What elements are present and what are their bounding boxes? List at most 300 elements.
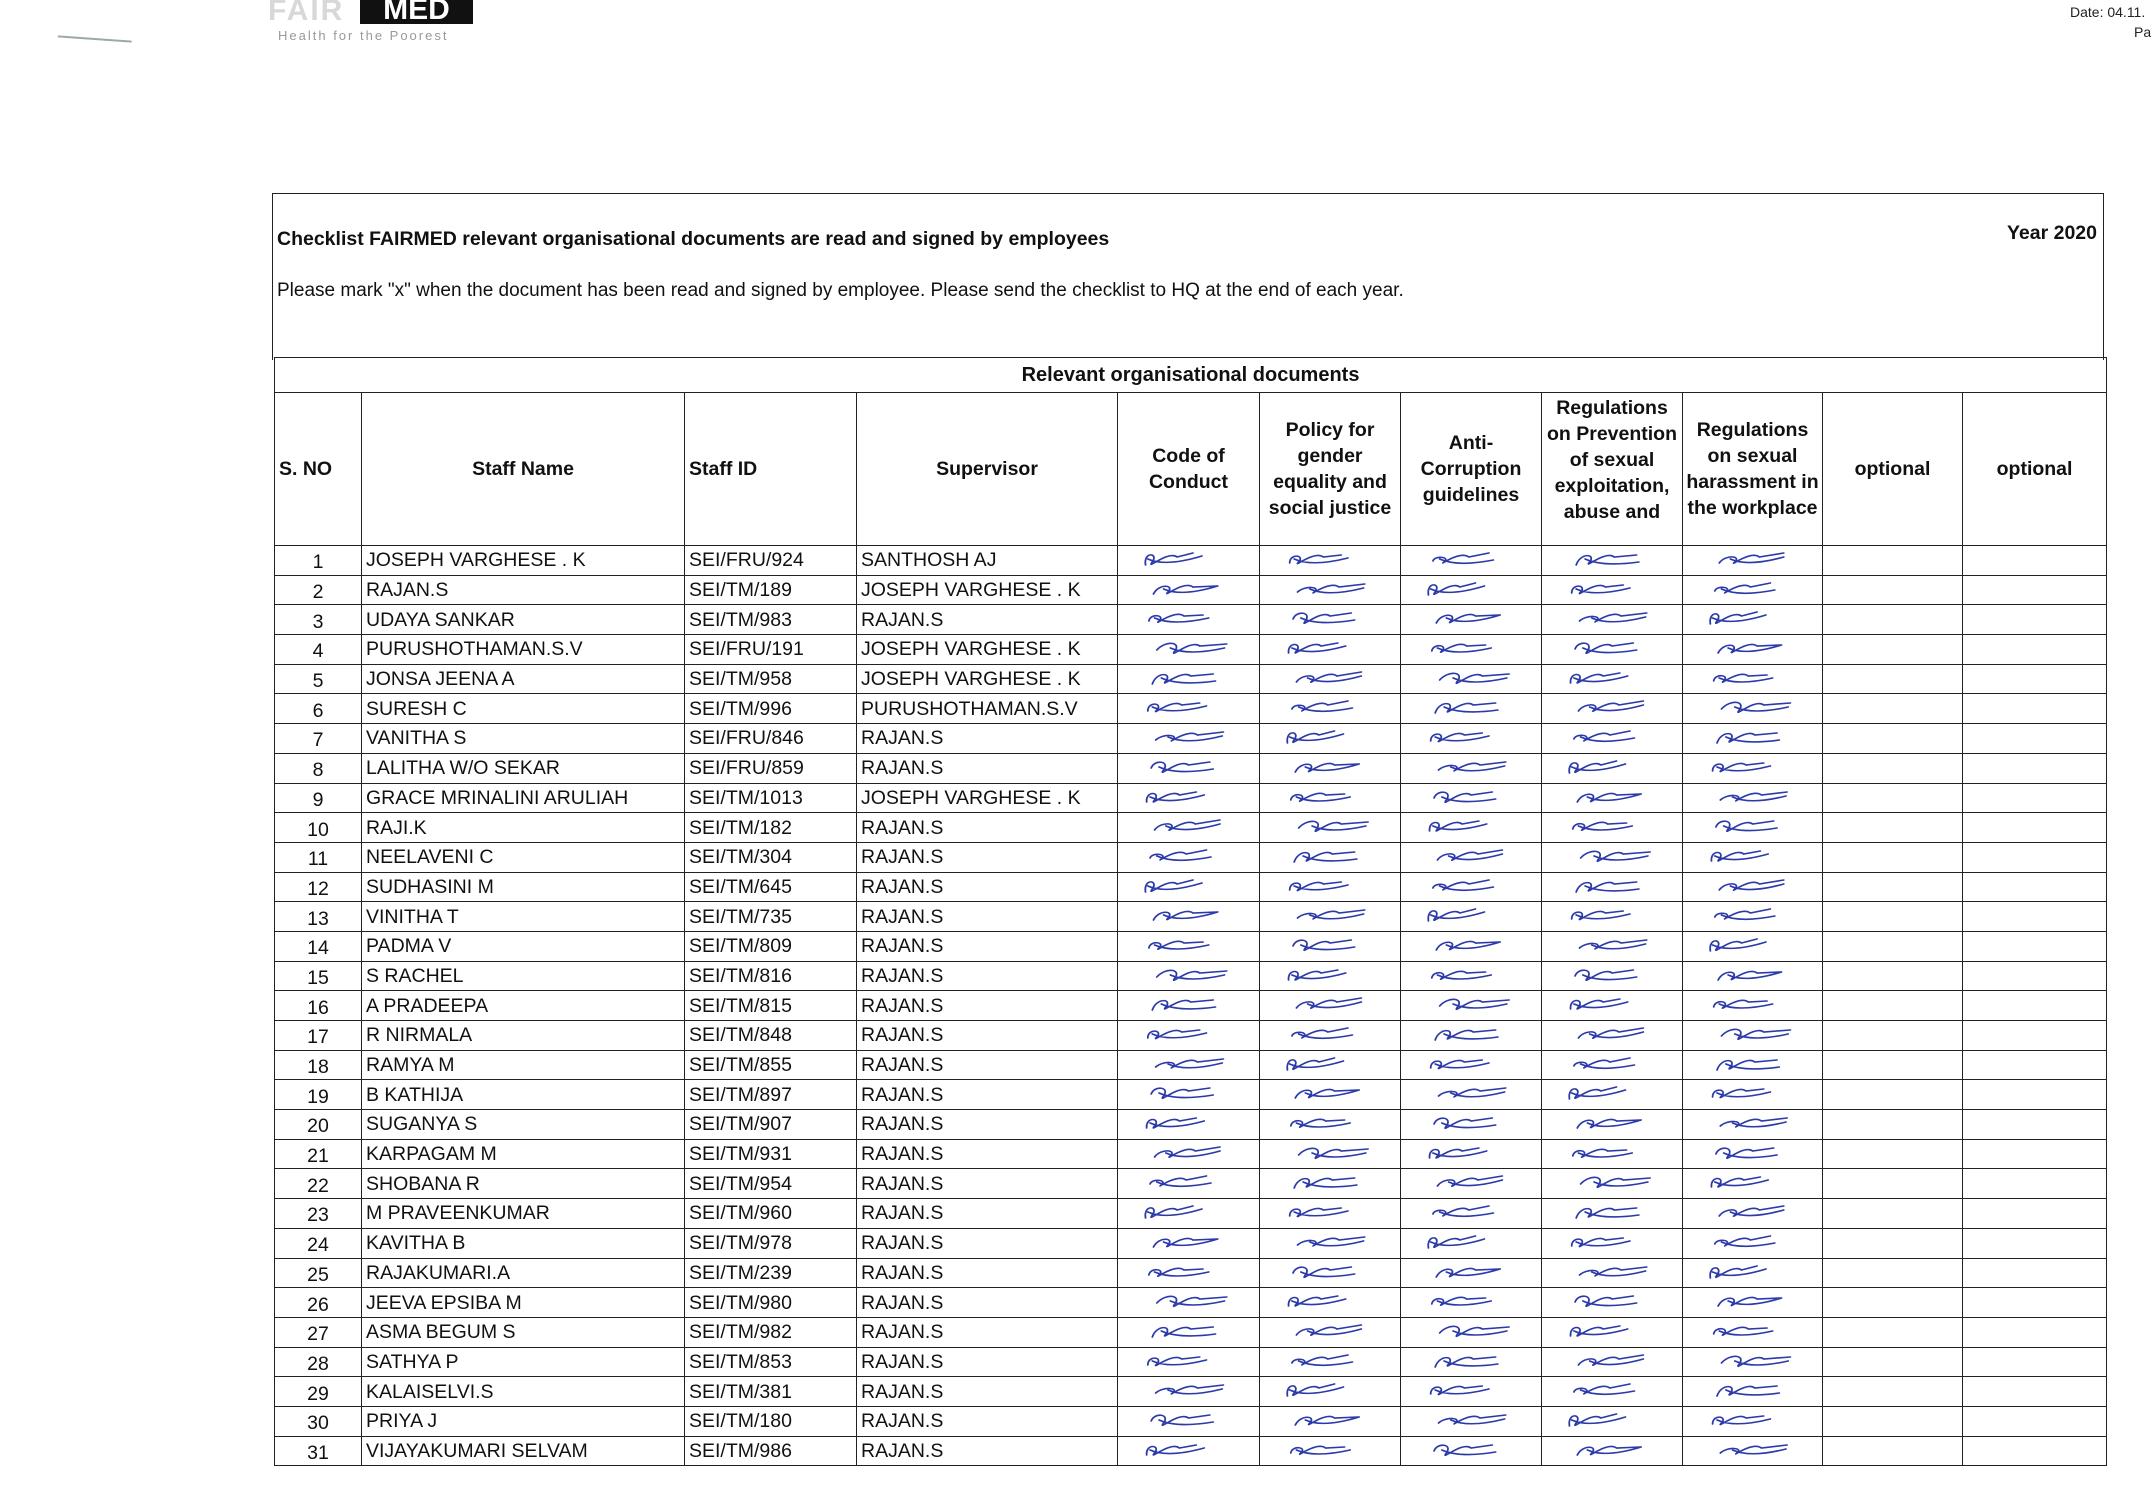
row-optional-2-cell <box>1963 1406 2107 1436</box>
signature-cell-policy-gender <box>1260 1228 1401 1258</box>
row-staff-id: SEI/TM/960 <box>685 1199 857 1229</box>
signature-cell-regulations-prevention <box>1542 1021 1683 1051</box>
row-supervisor: RAJAN.S <box>857 605 1118 635</box>
row-optional-1-cell <box>1823 1436 1963 1466</box>
signature-cell-anti-corruption <box>1401 1228 1542 1258</box>
handwritten-signature <box>1415 1052 1527 1074</box>
signature-cell-policy-gender <box>1260 664 1401 694</box>
table-row <box>275 991 2107 1021</box>
handwritten-signature <box>1697 903 1808 925</box>
handwritten-signature <box>1415 1170 1527 1192</box>
handwritten-signature <box>1274 1349 1386 1371</box>
row-staff-name: PURUSHOTHAMAN.S.V <box>362 635 685 665</box>
row-sno: 1 <box>275 546 362 576</box>
signature-cell-regulations-harassment <box>1683 546 1823 576</box>
handwritten-signature <box>1274 785 1386 807</box>
signature-cell-policy-gender <box>1260 1406 1401 1436</box>
handwritten-signature <box>1415 992 1527 1014</box>
signature-cell-policy-gender <box>1260 813 1401 843</box>
signature-cell-anti-corruption <box>1401 605 1542 635</box>
row-supervisor: RAJAN.S <box>857 813 1118 843</box>
signature-cell-code-of-conduct <box>1118 1021 1260 1051</box>
row-sno: 15 <box>275 961 362 991</box>
row-staff-id: SEI/TM/816 <box>685 961 857 991</box>
signature-cell-anti-corruption <box>1401 1377 1542 1407</box>
signature-cell-anti-corruption <box>1401 991 1542 1021</box>
signature-cell-code-of-conduct <box>1118 1288 1260 1318</box>
row-supervisor: RAJAN.S <box>857 1080 1118 1110</box>
table-row <box>275 753 2107 783</box>
row-optional-1-cell <box>1823 1377 1963 1407</box>
row-staff-name: KALAISELVI.S <box>362 1377 685 1407</box>
table-row <box>275 575 2107 605</box>
handwritten-signature <box>1556 755 1668 777</box>
signature-cell-policy-gender <box>1260 1317 1401 1347</box>
row-sno: 31 <box>275 1436 362 1466</box>
row-sno: 9 <box>275 783 362 813</box>
row-supervisor: RAJAN.S <box>857 842 1118 872</box>
row-staff-name: B KATHIJA <box>362 1080 685 1110</box>
row-sno: 11 <box>275 842 362 872</box>
row-staff-id: SEI/TM/182 <box>685 813 857 843</box>
row-optional-1-cell <box>1823 783 1963 813</box>
handwritten-signature <box>1274 844 1386 866</box>
row-supervisor: RAJAN.S <box>857 1258 1118 1288</box>
signature-cell-policy-gender <box>1260 991 1401 1021</box>
signature-cell-anti-corruption <box>1401 813 1542 843</box>
row-optional-1-cell <box>1823 1406 1963 1436</box>
row-optional-2-cell <box>1963 902 2107 932</box>
signature-cell-regulations-prevention <box>1542 1258 1683 1288</box>
signature-cell-policy-gender <box>1260 872 1401 902</box>
handwritten-signature <box>1132 933 1245 955</box>
signature-cell-regulations-prevention <box>1542 1377 1683 1407</box>
handwritten-signature <box>1132 1170 1245 1192</box>
signature-cell-anti-corruption <box>1401 1436 1542 1466</box>
row-optional-2-cell <box>1963 1288 2107 1318</box>
row-optional-2-cell <box>1963 546 2107 576</box>
signature-cell-policy-gender <box>1260 724 1401 754</box>
signature-cell-regulations-harassment <box>1683 694 1823 724</box>
handwritten-signature <box>1556 1438 1668 1460</box>
handwritten-signature <box>1415 1200 1527 1222</box>
signature-cell-policy-gender <box>1260 546 1401 576</box>
signature-cell-anti-corruption <box>1401 961 1542 991</box>
handwritten-signature <box>1697 695 1808 717</box>
signature-cell-regulations-harassment <box>1683 605 1823 635</box>
signature-cell-anti-corruption <box>1401 1021 1542 1051</box>
row-staff-id: SEI/TM/897 <box>685 1080 857 1110</box>
row-sno: 16 <box>275 991 362 1021</box>
signature-cell-code-of-conduct <box>1118 902 1260 932</box>
row-sno: 12 <box>275 872 362 902</box>
table-row <box>275 902 2107 932</box>
signature-cell-regulations-harassment <box>1683 1377 1823 1407</box>
signature-cell-anti-corruption <box>1401 931 1542 961</box>
row-staff-id: SEI/TM/980 <box>685 1288 857 1318</box>
row-optional-1-cell <box>1823 1110 1963 1140</box>
scan-artifact-line <box>58 27 133 42</box>
row-supervisor: RAJAN.S <box>857 1406 1118 1436</box>
handwritten-signature <box>1556 903 1668 925</box>
signature-cell-code-of-conduct <box>1118 635 1260 665</box>
signature-cell-regulations-prevention <box>1542 546 1683 576</box>
signature-cell-policy-gender <box>1260 1050 1401 1080</box>
signature-cell-regulations-prevention <box>1542 1406 1683 1436</box>
signature-cell-regulations-harassment <box>1683 1021 1823 1051</box>
signature-cell-regulations-harassment <box>1683 1228 1823 1258</box>
handwritten-signature <box>1132 844 1245 866</box>
row-sno: 24 <box>275 1228 362 1258</box>
handwritten-signature <box>1697 785 1808 807</box>
handwritten-signature <box>1132 903 1245 925</box>
handwritten-signature <box>1132 695 1245 717</box>
row-staff-id: SEI/TM/735 <box>685 902 857 932</box>
handwritten-signature <box>1556 1408 1668 1430</box>
handwritten-signature <box>1556 992 1668 1014</box>
row-optional-2-cell <box>1963 1347 2107 1377</box>
signature-cell-regulations-prevention <box>1542 753 1683 783</box>
signature-cell-regulations-harassment <box>1683 813 1823 843</box>
handwritten-signature <box>1697 606 1808 628</box>
row-optional-1-cell <box>1823 635 1963 665</box>
handwritten-signature <box>1556 814 1668 836</box>
row-staff-name: KARPAGAM M <box>362 1139 685 1169</box>
row-optional-1-cell <box>1823 1288 1963 1318</box>
signature-cell-code-of-conduct <box>1118 546 1260 576</box>
signature-cell-regulations-prevention <box>1542 872 1683 902</box>
row-optional-1-cell <box>1823 724 1963 754</box>
row-optional-2-cell <box>1963 1139 2107 1169</box>
col-staff-name: Staff Name <box>362 393 685 546</box>
form-title: Checklist FAIRMED relevant organisational documents are read and signed by employees <box>277 228 1110 250</box>
row-staff-name: A PRADEEPA <box>362 991 685 1021</box>
row-staff-id: SEI/TM/304 <box>685 842 857 872</box>
signature-cell-regulations-harassment <box>1683 1288 1823 1318</box>
handwritten-signature <box>1697 1378 1808 1400</box>
signature-cell-regulations-prevention <box>1542 783 1683 813</box>
handwritten-signature <box>1697 963 1808 985</box>
signature-cell-regulations-harassment <box>1683 1347 1823 1377</box>
signature-cell-policy-gender <box>1260 1021 1401 1051</box>
row-staff-name: R NIRMALA <box>362 1021 685 1051</box>
signature-cell-anti-corruption <box>1401 694 1542 724</box>
signature-cell-policy-gender <box>1260 605 1401 635</box>
row-staff-id: SEI/TM/986 <box>685 1436 857 1466</box>
handwritten-signature <box>1132 1081 1245 1103</box>
row-staff-id: SEI/FRU/846 <box>685 724 857 754</box>
handwritten-signature <box>1274 755 1386 777</box>
row-staff-id: SEI/TM/180 <box>685 1406 857 1436</box>
signature-cell-regulations-harassment <box>1683 1199 1823 1229</box>
row-sno: 26 <box>275 1288 362 1318</box>
col-code-of-conduct: Code of Conduct <box>1118 393 1260 546</box>
row-optional-2-cell <box>1963 664 2107 694</box>
row-sno: 3 <box>275 605 362 635</box>
handwritten-signature <box>1132 606 1245 628</box>
signature-cell-anti-corruption <box>1401 1317 1542 1347</box>
col-regulations-harassment: Regulations on sexual harassment in the workplace <box>1683 393 1823 546</box>
table-row <box>275 1258 2107 1288</box>
table-row <box>275 1288 2107 1318</box>
handwritten-signature <box>1415 933 1527 955</box>
handwritten-signature <box>1274 606 1386 628</box>
table-row <box>275 694 2107 724</box>
row-sno: 10 <box>275 813 362 843</box>
signature-cell-policy-gender <box>1260 961 1401 991</box>
row-staff-name: M PRAVEENKUMAR <box>362 1199 685 1229</box>
handwritten-signature <box>1556 606 1668 628</box>
signature-cell-anti-corruption <box>1401 753 1542 783</box>
signature-cell-regulations-harassment <box>1683 991 1823 1021</box>
row-supervisor: SANTHOSH AJ <box>857 546 1118 576</box>
signature-cell-regulations-prevention <box>1542 1347 1683 1377</box>
signature-cell-code-of-conduct <box>1118 813 1260 843</box>
row-staff-id: SEI/FRU/859 <box>685 753 857 783</box>
row-optional-2-cell <box>1963 1317 2107 1347</box>
handwritten-signature <box>1132 874 1245 896</box>
col-supervisor: Supervisor <box>857 393 1118 546</box>
row-sno: 25 <box>275 1258 362 1288</box>
row-staff-name: UDAYA SANKAR <box>362 605 685 635</box>
handwritten-signature <box>1415 814 1527 836</box>
row-optional-1-cell <box>1823 1169 1963 1199</box>
signature-cell-regulations-harassment <box>1683 872 1823 902</box>
row-optional-1-cell <box>1823 1139 1963 1169</box>
signature-cell-policy-gender <box>1260 1169 1401 1199</box>
row-optional-2-cell <box>1963 635 2107 665</box>
signature-cell-policy-gender <box>1260 694 1401 724</box>
signature-cell-anti-corruption <box>1401 842 1542 872</box>
signature-cell-code-of-conduct <box>1118 961 1260 991</box>
row-staff-name: RAJAKUMARI.A <box>362 1258 685 1288</box>
signature-cell-policy-gender <box>1260 931 1401 961</box>
table-row <box>275 1317 2107 1347</box>
signature-cell-regulations-harassment <box>1683 1080 1823 1110</box>
handwritten-signature <box>1274 1230 1386 1252</box>
signature-cell-regulations-prevention <box>1542 1228 1683 1258</box>
handwritten-signature <box>1132 636 1245 658</box>
row-supervisor: RAJAN.S <box>857 724 1118 754</box>
signature-cell-regulations-harassment <box>1683 575 1823 605</box>
signature-cell-regulations-prevention <box>1542 575 1683 605</box>
handwritten-signature <box>1274 1052 1386 1074</box>
handwritten-signature <box>1132 1141 1245 1163</box>
row-optional-2-cell <box>1963 1377 2107 1407</box>
row-optional-1-cell <box>1823 961 1963 991</box>
handwritten-signature <box>1697 547 1808 569</box>
row-sno: 30 <box>275 1406 362 1436</box>
handwritten-signature <box>1274 1289 1386 1311</box>
row-staff-id: SEI/TM/1013 <box>685 783 857 813</box>
row-sno: 23 <box>275 1199 362 1229</box>
form-year: Year 2020 <box>2006 222 2097 244</box>
table-row <box>275 872 2107 902</box>
signature-cell-regulations-prevention <box>1542 1080 1683 1110</box>
row-staff-name: S RACHEL <box>362 961 685 991</box>
signature-cell-code-of-conduct <box>1118 1050 1260 1080</box>
signature-cell-policy-gender <box>1260 902 1401 932</box>
row-optional-1-cell <box>1823 842 1963 872</box>
handwritten-signature <box>1697 933 1808 955</box>
handwritten-signature <box>1274 1408 1386 1430</box>
row-supervisor: RAJAN.S <box>857 1347 1118 1377</box>
row-optional-1-cell <box>1823 872 1963 902</box>
row-staff-name: SUGANYA S <box>362 1110 685 1140</box>
signature-cell-regulations-harassment <box>1683 961 1823 991</box>
handwritten-signature <box>1556 1378 1668 1400</box>
handwritten-signature <box>1274 874 1386 896</box>
row-staff-id: SEI/TM/982 <box>685 1317 857 1347</box>
table-row <box>275 1377 2107 1407</box>
handwritten-signature <box>1274 1170 1386 1192</box>
signature-cell-regulations-harassment <box>1683 724 1823 754</box>
table-row <box>275 1347 2107 1377</box>
row-sno: 28 <box>275 1347 362 1377</box>
signature-cell-regulations-prevention <box>1542 902 1683 932</box>
row-staff-id: SEI/TM/815 <box>685 991 857 1021</box>
handwritten-signature <box>1697 1289 1808 1311</box>
signature-cell-anti-corruption <box>1401 635 1542 665</box>
row-supervisor: RAJAN.S <box>857 1377 1118 1407</box>
handwritten-signature <box>1415 1260 1527 1282</box>
signature-cell-regulations-harassment <box>1683 783 1823 813</box>
row-optional-2-cell <box>1963 753 2107 783</box>
signature-cell-anti-corruption <box>1401 1139 1542 1169</box>
handwritten-signature <box>1556 636 1668 658</box>
row-optional-1-cell <box>1823 1080 1963 1110</box>
row-supervisor: RAJAN.S <box>857 991 1118 1021</box>
signature-cell-regulations-prevention <box>1542 1199 1683 1229</box>
handwritten-signature <box>1132 1408 1245 1430</box>
handwritten-signature <box>1556 547 1668 569</box>
handwritten-signature <box>1697 1052 1808 1074</box>
signature-cell-anti-corruption <box>1401 1406 1542 1436</box>
handwritten-signature <box>1697 577 1808 599</box>
row-staff-id: SEI/TM/239 <box>685 1258 857 1288</box>
row-supervisor: PURUSHOTHAMAN.S.V <box>857 694 1118 724</box>
handwritten-signature <box>1274 577 1386 599</box>
row-sno: 7 <box>275 724 362 754</box>
signature-cell-regulations-prevention <box>1542 664 1683 694</box>
handwritten-signature <box>1697 1081 1808 1103</box>
handwritten-signature <box>1415 785 1527 807</box>
signature-cell-regulations-prevention <box>1542 1050 1683 1080</box>
handwritten-signature <box>1274 1260 1386 1282</box>
row-staff-name: JEEVA EPSIBA M <box>362 1288 685 1318</box>
signature-cell-policy-gender <box>1260 1080 1401 1110</box>
signature-cell-code-of-conduct <box>1118 1258 1260 1288</box>
signature-cell-anti-corruption <box>1401 1288 1542 1318</box>
row-sno: 17 <box>275 1021 362 1051</box>
row-staff-name: LALITHA W/O SEKAR <box>362 753 685 783</box>
signature-cell-regulations-harassment <box>1683 1436 1823 1466</box>
row-optional-1-cell <box>1823 902 1963 932</box>
handwritten-signature <box>1697 992 1808 1014</box>
handwritten-signature <box>1132 1289 1245 1311</box>
row-optional-1-cell <box>1823 546 1963 576</box>
row-supervisor: RAJAN.S <box>857 931 1118 961</box>
table-row <box>275 783 2107 813</box>
row-supervisor: RAJAN.S <box>857 872 1118 902</box>
row-staff-id: SEI/TM/848 <box>685 1021 857 1051</box>
handwritten-signature <box>1697 1260 1808 1282</box>
handwritten-signature <box>1132 785 1245 807</box>
signature-cell-regulations-prevention <box>1542 724 1683 754</box>
handwritten-signature <box>1415 1111 1527 1133</box>
handwritten-signature <box>1274 963 1386 985</box>
row-staff-name: JOSEPH VARGHESE . K <box>362 546 685 576</box>
row-sno: 18 <box>275 1050 362 1080</box>
signature-cell-anti-corruption <box>1401 575 1542 605</box>
handwritten-signature <box>1132 992 1245 1014</box>
handwritten-signature <box>1556 874 1668 896</box>
handwritten-signature <box>1274 933 1386 955</box>
handwritten-signature <box>1415 1408 1527 1430</box>
row-staff-name: PRIYA J <box>362 1406 685 1436</box>
signature-cell-code-of-conduct <box>1118 753 1260 783</box>
handwritten-signature <box>1415 755 1527 777</box>
signature-cell-code-of-conduct <box>1118 842 1260 872</box>
signature-cell-code-of-conduct <box>1118 1347 1260 1377</box>
row-staff-id: SEI/TM/931 <box>685 1139 857 1169</box>
row-optional-2-cell <box>1963 1436 2107 1466</box>
signature-cell-regulations-prevention <box>1542 635 1683 665</box>
row-staff-name: RAMYA M <box>362 1050 685 1080</box>
signature-cell-regulations-prevention <box>1542 1139 1683 1169</box>
handwritten-signature <box>1697 1200 1808 1222</box>
row-staff-name: SATHYA P <box>362 1347 685 1377</box>
signature-cell-regulations-harassment <box>1683 1406 1823 1436</box>
row-staff-name: SHOBANA R <box>362 1169 685 1199</box>
handwritten-signature <box>1556 963 1668 985</box>
table-row <box>275 1199 2107 1229</box>
handwritten-signature <box>1274 1111 1386 1133</box>
row-staff-name: KAVITHA B <box>362 1228 685 1258</box>
handwritten-signature <box>1274 814 1386 836</box>
row-optional-2-cell <box>1963 961 2107 991</box>
row-optional-2-cell <box>1963 813 2107 843</box>
signature-cell-code-of-conduct <box>1118 1406 1260 1436</box>
handwritten-signature <box>1415 1141 1527 1163</box>
handwritten-signature <box>1556 1349 1668 1371</box>
row-supervisor: RAJAN.S <box>857 1110 1118 1140</box>
row-staff-id: SEI/FRU/191 <box>685 635 857 665</box>
row-staff-id: SEI/FRU/924 <box>685 546 857 576</box>
handwritten-signature <box>1556 1141 1668 1163</box>
handwritten-signature <box>1697 1408 1808 1430</box>
handwritten-signature <box>1132 1349 1245 1371</box>
staff-rows <box>275 546 2107 1466</box>
handwritten-signature <box>1556 1081 1668 1103</box>
row-optional-2-cell <box>1963 724 2107 754</box>
handwritten-signature <box>1697 636 1808 658</box>
row-supervisor: RAJAN.S <box>857 1021 1118 1051</box>
handwritten-signature <box>1132 814 1245 836</box>
documents-header: Relevant organisational documents <box>275 358 2107 393</box>
handwritten-signature <box>1556 1200 1668 1222</box>
logo-med-text: MED <box>360 0 473 24</box>
row-optional-2-cell <box>1963 575 2107 605</box>
signature-cell-regulations-harassment <box>1683 1169 1823 1199</box>
handwritten-signature <box>1556 577 1668 599</box>
signature-cell-anti-corruption <box>1401 1080 1542 1110</box>
table-row <box>275 1228 2107 1258</box>
handwritten-signature <box>1697 1111 1808 1133</box>
signature-cell-regulations-prevention <box>1542 1110 1683 1140</box>
row-optional-2-cell <box>1963 1228 2107 1258</box>
signature-cell-code-of-conduct <box>1118 575 1260 605</box>
